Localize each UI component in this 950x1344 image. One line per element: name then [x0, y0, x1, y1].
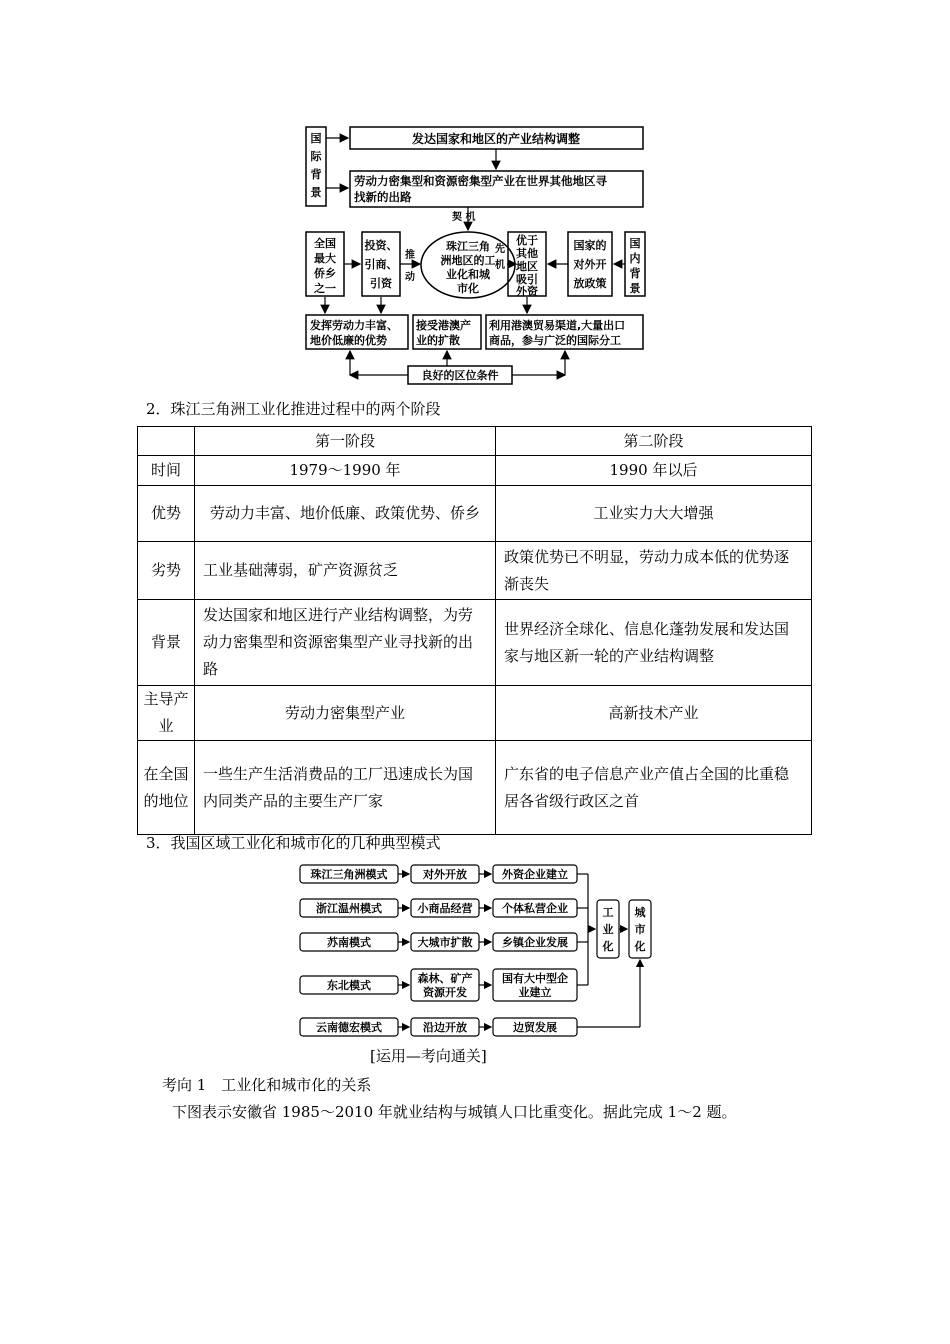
- stages-table: [137, 426, 812, 835]
- question-intro: 下图表示安徽省 1985～2010 年就业结构与城镇人口比重变化。据此完成 1～2 题。: [172, 1103, 737, 1121]
- second-box-line2: 找新的出路: [354, 190, 412, 204]
- qiji-label: 契 机: [452, 212, 476, 223]
- table-row: [138, 741, 812, 835]
- table-head-stage2: 第二阶段: [496, 427, 812, 456]
- model-mid: 对外开放: [423, 868, 467, 881]
- left1-line: 侨乡: [314, 267, 336, 280]
- row-label: 主导产业: [138, 686, 195, 741]
- urbanization-char: 市: [634, 923, 646, 936]
- left1-line: 全国: [314, 237, 336, 250]
- tuidong-char: 推: [405, 250, 415, 261]
- bottom2-line: 业的扩散: [416, 334, 460, 347]
- right2-line: 对外开: [573, 258, 607, 271]
- right1-line: 优于: [516, 234, 538, 247]
- model-name: 云南德宏模式: [316, 1021, 382, 1034]
- xianji-char: 先: [495, 244, 505, 255]
- row-label: 背景: [138, 600, 195, 686]
- model-mid: 大城市扩散: [417, 936, 473, 949]
- location-box-text: 良好的区位条件: [421, 369, 499, 382]
- intl-bg-char: 景: [310, 186, 322, 199]
- model-name: 浙江温州模式: [316, 902, 382, 915]
- bottom2-line: 接受港澳产: [416, 319, 471, 332]
- tuidong-char: 动: [405, 272, 415, 283]
- bottom3-line: 利用港澳贸易渠道,大量出口: [489, 319, 626, 332]
- model-mid: 小商品经营: [417, 902, 473, 915]
- domestic-bg-char: 景: [629, 282, 641, 295]
- top-box-text: 发达国家和地区的产业结构调整: [411, 132, 581, 146]
- intl-bg-char: 国: [310, 132, 322, 145]
- table-row: [138, 486, 812, 542]
- model-end: 外资企业建立: [502, 868, 568, 881]
- kaoxiang-heading: 考向 1 工业化和城市化的关系: [162, 1076, 372, 1094]
- row-cell: 劳动力丰富、地价低廉、政策优势、侨乡: [195, 486, 496, 542]
- center-line: 业化和城: [446, 268, 490, 281]
- model-end: 乡镇企业发展: [502, 936, 568, 949]
- right1-line: 外资: [516, 285, 538, 298]
- table-row: [138, 456, 812, 486]
- center-line: 市化: [457, 282, 479, 295]
- right1-line: 吸引: [516, 273, 538, 286]
- bottom1-line: 发挥劳动力丰富、: [310, 319, 398, 332]
- apply-header: [运用—考向通关]: [370, 1047, 487, 1065]
- left1-line: 之一: [314, 282, 336, 295]
- industrialization-char: 化: [602, 940, 614, 953]
- row-label: 劣势: [138, 542, 195, 600]
- urbanization-char: 城: [634, 906, 646, 919]
- model-name: 苏南模式: [327, 936, 371, 949]
- industrialization-models-diagram: [296, 860, 654, 1042]
- table-row: [138, 686, 812, 741]
- row-label: 优势: [138, 486, 195, 542]
- row-cell: 广东省的电子信息产业产值占全国的比重稳居各省级行政区之首: [496, 741, 812, 835]
- table-head-stage1: 第一阶段: [195, 427, 496, 456]
- right2-line: 国家的: [573, 239, 607, 252]
- right2-line: 放政策: [573, 277, 607, 290]
- section3-title: 3．我国区域工业化和城市化的几种典型模式: [146, 834, 441, 852]
- model-end: 边贸发展: [513, 1021, 557, 1034]
- model-mid: 资源开发: [423, 986, 467, 999]
- model-end: 个体私营企业: [502, 902, 568, 915]
- row-cell: 一些生产生活消费品的工厂迅速成长为国内同类产品的主要生产厂家: [195, 741, 496, 835]
- center-line: 珠江三角: [446, 240, 490, 253]
- row-label: 时间: [138, 456, 195, 486]
- model-end: 业建立: [518, 986, 552, 999]
- left2-line: 引商、: [364, 258, 398, 271]
- row-cell: 1990 年以后: [496, 456, 812, 486]
- industrialization-char: 工: [602, 906, 614, 919]
- model-name: 东北模式: [327, 979, 371, 992]
- row-label: 在全国的地位: [138, 741, 195, 835]
- model-mid: 森林、矿产: [417, 972, 473, 985]
- left2-line: 引资: [370, 277, 392, 290]
- row-cell: 世界经济全球化、信息化蓬勃发展和发达国家与地区新一轮的产业结构调整: [496, 600, 812, 686]
- domestic-bg-char: 背: [629, 267, 641, 280]
- model-end: 国有大中型企: [502, 972, 568, 985]
- second-box-line1: 劳动力密集型和资源密集型产业在世界其他地区寻: [354, 174, 607, 188]
- table-row: [138, 600, 812, 686]
- row-cell: 工业实力大大增强: [496, 486, 812, 542]
- domestic-bg-char: 国: [629, 237, 641, 250]
- table-corner: [138, 427, 195, 456]
- pearl-river-delta-diagram: [300, 122, 652, 388]
- section2-title: 2．珠江三角洲工业化推进过程中的两个阶段: [146, 400, 441, 418]
- table-row: [138, 542, 812, 600]
- row-cell: 劳动力密集型产业: [195, 686, 496, 741]
- row-cell: 高新技术产业: [496, 686, 812, 741]
- bottom1-line: 地价低廉的优势: [310, 334, 387, 347]
- bottom3-line: 商品，参与广泛的国际分工: [489, 334, 621, 347]
- row-cell: 工业基础薄弱，矿产资源贫乏: [195, 542, 496, 600]
- xianji-char: 机: [495, 260, 505, 271]
- row-cell: 发达国家和地区进行产业结构调整，为劳动力密集型和资源密集型产业寻找新的出路: [195, 600, 496, 686]
- intl-bg-char: 际: [310, 150, 322, 163]
- left1-line: 最大: [314, 252, 336, 265]
- right1-line: 地区: [516, 260, 538, 273]
- row-cell: 1979～1990 年: [195, 456, 496, 486]
- model-name: 珠江三角洲模式: [310, 868, 388, 881]
- row-cell: 政策优势已不明显，劳动力成本低的优势逐渐丧失: [496, 542, 812, 600]
- urbanization-char: 化: [634, 940, 646, 953]
- center-line: 洲地区的工: [440, 254, 496, 267]
- right1-line: 其他: [516, 247, 538, 260]
- intl-bg-char: 背: [310, 168, 322, 181]
- domestic-bg-char: 内: [629, 252, 641, 265]
- industrialization-char: 业: [602, 923, 614, 936]
- left2-line: 投资、: [364, 239, 398, 252]
- model-mid: 沿边开放: [423, 1021, 467, 1034]
